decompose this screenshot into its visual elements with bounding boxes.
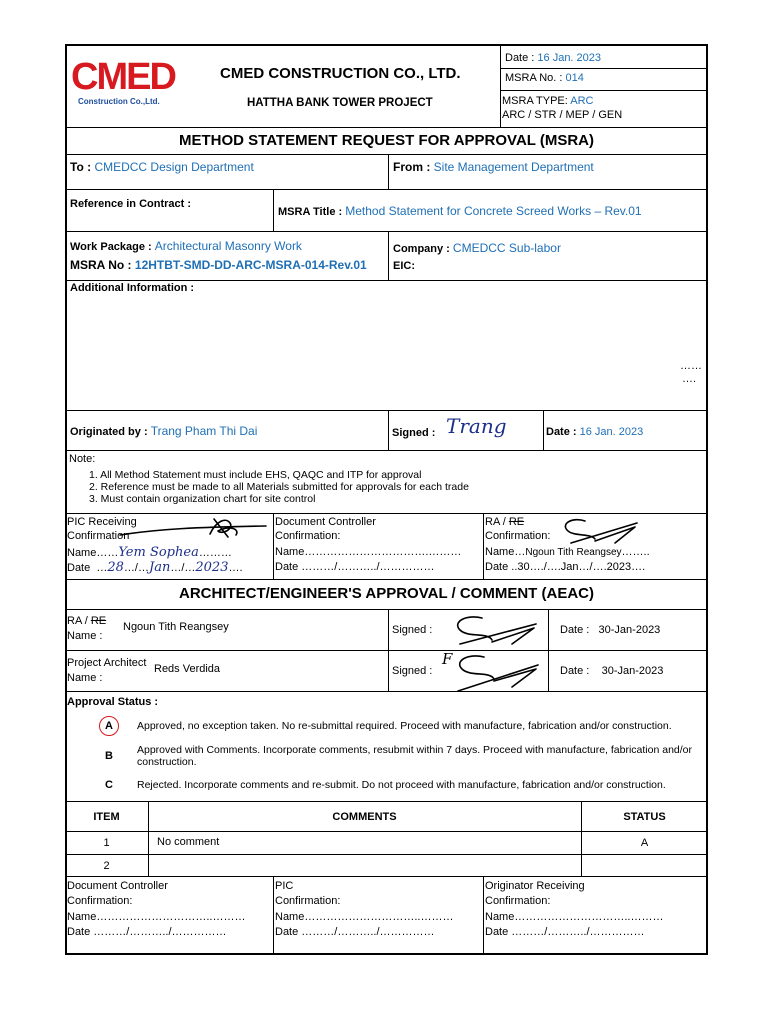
- note-item: 1. All Method Statement must include EHS, QAQC and ITP for approval: [89, 469, 422, 481]
- header-date: Date : 16 Jan. 2023: [505, 52, 602, 64]
- logo-text: CMED: [71, 56, 175, 98]
- doc-controller-label: Document Controller: [275, 516, 376, 528]
- pa-date-field: Date : 30-Jan-2023: [560, 665, 664, 677]
- rule: [65, 450, 708, 451]
- rule: [65, 189, 708, 190]
- rule: [65, 831, 708, 832]
- rule: [65, 801, 708, 802]
- rule: [65, 154, 708, 155]
- footer-originator-date: Date ………/………../……………: [485, 926, 645, 938]
- col-header-status: STATUS: [623, 811, 666, 823]
- option-b-text: construction.: [137, 756, 197, 768]
- footer-originator-confirmation: Confirmation:: [485, 895, 551, 907]
- rule: [65, 410, 708, 411]
- header-msra-type: MSRA TYPE: ARC: [502, 95, 594, 107]
- rule: [65, 876, 708, 877]
- rule: [548, 609, 549, 691]
- footer-pic-confirmation: Confirmation:: [275, 895, 341, 907]
- rule: [500, 90, 708, 91]
- rule: [543, 410, 544, 450]
- rule: [65, 691, 708, 692]
- logo-subtitle: Construction Co.,Ltd.: [78, 97, 160, 106]
- signed-label: Signed :: [392, 427, 436, 439]
- note-item: 3. Must contain organization chart for site control: [89, 493, 316, 505]
- footer-pic-label: PIC: [275, 880, 294, 892]
- aeac-ra-signed-label: Signed :: [392, 624, 433, 636]
- rule: [483, 876, 484, 955]
- table-row-comment: No comment: [157, 836, 220, 848]
- to-field: To : CMEDCC Design Department: [70, 160, 254, 174]
- option-b-text: Approved with Comments. Incorporate comments, resubmit within 7 days. Proceed with manufacture, fabrication and/or: [137, 744, 693, 756]
- footer-pic-date: Date ………/………../……………: [275, 926, 435, 938]
- header-type-options: ARC / STR / MEP / GEN: [502, 109, 623, 121]
- company-name: CMED CONSTRUCTION CO., LTD.: [220, 65, 461, 82]
- rule: [273, 189, 274, 231]
- company-field: Company : CMEDCC Sub-labor: [393, 241, 561, 255]
- aeac-ra-date-field: Date : 30-Jan-2023: [560, 624, 661, 636]
- rule: [388, 231, 389, 280]
- ra-signature: [555, 513, 640, 547]
- originated-date: Date : 16 Jan. 2023: [546, 426, 644, 438]
- footer-doc-date: Date ………/………../……………: [67, 926, 227, 938]
- pic-signature: [118, 515, 268, 541]
- rule: [500, 68, 708, 69]
- footer-doc-name: Name…………………………..………: [67, 911, 246, 923]
- rule: [388, 410, 389, 450]
- col-header-comments: COMMENTS: [332, 811, 397, 823]
- rule: [65, 650, 708, 651]
- option-a-text: Approved, no exception taken. No re-submittal required. Proceed with manufacture, fabrication and/or construction.: [137, 720, 672, 732]
- aeac-ra-name-label: Name :: [67, 630, 103, 642]
- ra-name-field: Name…Ngoun Tith Reangsey……..: [485, 546, 650, 558]
- footer-originator-label: Originator Receiving: [485, 880, 585, 892]
- rule: [65, 280, 708, 281]
- ra-re-label: RA / RE: [485, 516, 525, 528]
- additional-dots: ….: [682, 373, 697, 385]
- pic-receiving-label: PIC Receiving: [67, 516, 137, 528]
- aeac-ra-name: Ngoun Tith Reangsey: [123, 621, 229, 633]
- note-item: 2. Reference must be made to all Materials submitted for approvals for each trade: [89, 481, 469, 493]
- ra-date-field: Date ..30…./….Jan…/….2023….: [485, 561, 646, 573]
- reference-label: Reference in Contract :: [70, 198, 192, 210]
- pic-date-field: Date …28…/…Jan…/…2023….: [67, 560, 243, 575]
- project-name: HATTHA BANK TOWER PROJECT: [247, 97, 433, 109]
- pa-name: Reds Verdida: [154, 663, 221, 675]
- option-c-code: C: [105, 779, 113, 791]
- additional-dots: ……: [680, 360, 702, 372]
- option-a-code: A: [105, 720, 113, 732]
- additional-info-label: Additional Information :: [70, 282, 195, 294]
- approval-status-label: Approval Status :: [67, 696, 159, 708]
- table-row-item: 2: [103, 860, 110, 872]
- pa-signature: [450, 651, 542, 693]
- rule: [65, 231, 708, 232]
- rule: [65, 854, 708, 855]
- rule: [273, 876, 274, 955]
- pa-initial-mark: F: [442, 650, 453, 668]
- doc-date-field: Date ………/………../……………: [275, 561, 435, 573]
- rule: [483, 513, 484, 579]
- eic-label: EIC:: [393, 260, 415, 272]
- ra-confirmation-label: Confirmation:: [485, 530, 551, 542]
- header-msra-no: MSRA No. : 014: [505, 72, 584, 84]
- doc-confirmation-label: Confirmation:: [275, 530, 341, 542]
- doc-name-field: Name…………………………….………: [275, 546, 462, 558]
- col-header-item: ITEM: [93, 811, 120, 823]
- form-title: METHOD STATEMENT REQUEST FOR APPROVAL (MSRA): [179, 132, 594, 149]
- rule: [65, 579, 708, 580]
- from-field: From : Site Management Department: [393, 160, 594, 174]
- table-row-item: 1: [103, 837, 110, 849]
- pic-name-field: Name……Yem Sophea………: [67, 545, 232, 560]
- rule: [65, 127, 708, 128]
- originated-by-field: Originated by : Trang Pham Thi Dai: [70, 424, 258, 438]
- rule: [500, 44, 501, 127]
- msra-no-field: MSRA No : 12HTBT-SMD-DD-ARC-MSRA-014-Rev.01: [70, 258, 367, 272]
- aeac-title: ARCHITECT/ENGINEER'S APPROVAL / COMMENT (AEAC): [179, 585, 594, 602]
- aeac-ra-signature: [448, 612, 540, 646]
- footer-doc-confirmation: Confirmation:: [67, 895, 133, 907]
- rule: [388, 154, 389, 189]
- note-label: Note:: [69, 453, 96, 465]
- option-c-text: Rejected. Incorporate comments and re-submit. Do not proceed with manufacture, fabrication and/or construction.: [137, 779, 666, 791]
- rule: [273, 513, 274, 579]
- originator-signature: Trang: [446, 414, 507, 438]
- pa-name-label: Name :: [67, 672, 103, 684]
- pic-confirmation-label: Confirmation: [67, 530, 130, 542]
- project-architect-label: Project Architect: [67, 657, 147, 669]
- work-package-field: Work Package : Architectural Masonry Work: [70, 239, 302, 253]
- footer-pic-name: Name…………………………..………: [275, 911, 454, 923]
- aeac-ra-label: RA / RE: [67, 615, 107, 627]
- pa-signed-label: Signed :: [392, 665, 433, 677]
- footer-originator-name: Name…………………………..………: [485, 911, 664, 923]
- rule: [388, 609, 389, 691]
- msra-title-field: MSRA Title : Method Statement for Concrete Screed Works – Rev.01: [278, 204, 642, 218]
- company-logo: [71, 58, 175, 96]
- option-b-code: B: [105, 750, 113, 762]
- footer-doc-controller-label: Document Controller: [67, 880, 168, 892]
- table-row-status: A: [640, 837, 649, 849]
- rule: [65, 609, 708, 610]
